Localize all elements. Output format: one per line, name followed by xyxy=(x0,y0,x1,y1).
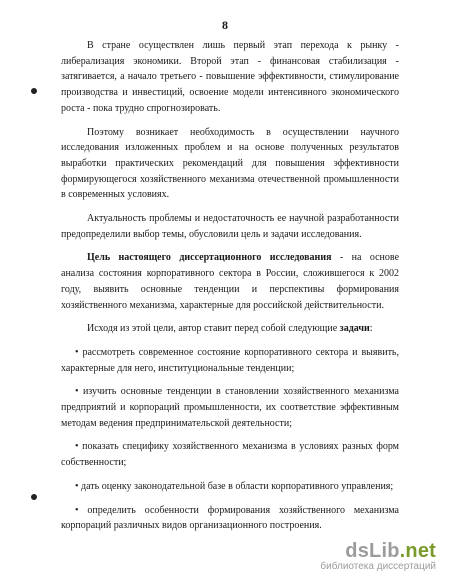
paragraph-goal xyxy=(61,250,399,313)
tasks-keyword: задачи xyxy=(339,323,370,335)
watermark-brand-suffix: .net xyxy=(399,540,436,562)
paragraph-intro: В стране осуществлен лишь первый этап перехода к рынку - либерализация экономики. Второй этап - финансовая стабилизация - затягивается, а начало третьего - повышение эффективности, стимулирование производства и инвестиций, освоение модели интенсивного экономического роста - пока трудно спрогнозировать. xyxy=(61,40,399,114)
punch-hole-bottom xyxy=(31,494,37,500)
document-body xyxy=(61,38,399,534)
goal-text: - на основе анализа состояния корпоративного сектора в России, сложившегося к 2002 году, выявить основные тенденции и перспективы формирования хозяйственного механизма, характерные для российской действительности. xyxy=(61,252,400,311)
paragraph-relevance: Актуальность проблемы и недостаточность ее научной разработанности предопределили выбор темы, обусловили цель и задачи исследования. xyxy=(61,213,399,240)
task-item-5: • определить особенности формирования хозяйственного механизма корпораций различных видов организационного построения. xyxy=(61,504,399,532)
task-item-3: • показать специфику хозяйственного механизма в условиях разных форм собственности; xyxy=(61,441,399,469)
watermark-subtitle: библиотека диссертаций xyxy=(320,561,436,572)
task-item-1: • рассмотреть современное состояние корпоративного сектора и выявить, характерные для него, институциональные тенденции; xyxy=(61,346,399,374)
watermark-logo xyxy=(320,540,436,563)
watermark xyxy=(320,540,436,572)
tasks-intro-text: Исходя из этой цели, автор ставит перед собой следующие xyxy=(87,323,340,335)
task-item-4: • дать оценку законодательной базе в области корпоративного управления; xyxy=(75,480,394,492)
paragraph-tasks-intro xyxy=(61,321,399,337)
page-number: 8 xyxy=(222,18,228,32)
watermark-brand-main: dsLib xyxy=(345,540,400,562)
punch-hole-top xyxy=(31,88,37,94)
task-item-2: • изучить основные тенденции в становлении хозяйственного механизма предприятий и корпораций промышленности, их соответствие эффективным методам ведения предпринимательской деятельности; xyxy=(61,386,399,429)
goal-heading: Цель настоящего диссертационного исследования xyxy=(87,252,332,264)
tasks-colon: : xyxy=(369,323,373,335)
paragraph-necessity: Поэтому возникает необходимость в осуществлении научного исследования изложенных проблем и на основе полученных результатов выработки практических рекомендаций для повышения эффективности формирующегося хозяйственного механизма отечественной промышленности в современных условиях. xyxy=(61,126,399,201)
